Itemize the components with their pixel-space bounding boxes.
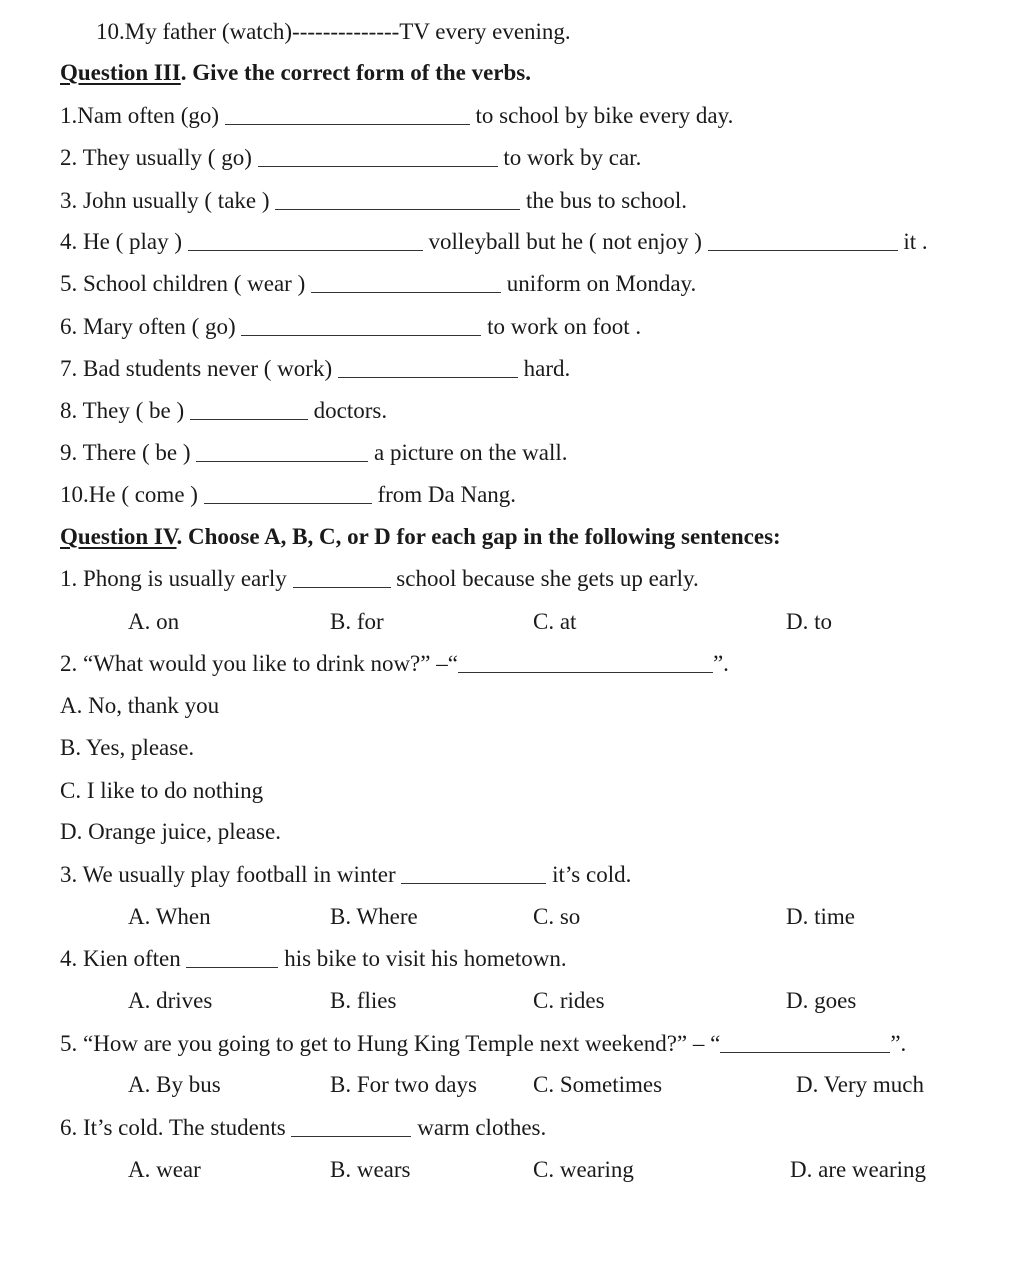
answer-blank[interactable] xyxy=(311,269,501,299)
item-text: to work on foot . xyxy=(481,314,642,339)
option-a[interactable]: A. When xyxy=(128,904,211,929)
answer-blank[interactable] xyxy=(196,438,368,468)
item-text: it’s cold. xyxy=(546,862,632,887)
item-text: it . xyxy=(897,229,928,254)
option-c[interactable]: C. I like to do nothing xyxy=(60,778,264,803)
q4-item-2 xyxy=(60,649,729,679)
option-d[interactable]: D. are wearing xyxy=(790,1157,927,1182)
item-text: 6. Mary often ( go) xyxy=(60,314,242,339)
item-text: 2. “What would you like to drink now?” –“ xyxy=(60,651,458,676)
item-text: doctors. xyxy=(307,398,388,423)
item-text: 1.Nam often (go) xyxy=(60,103,225,128)
q3-item-4 xyxy=(60,227,928,257)
item-text: 10.My father (watch)-------------- xyxy=(96,19,400,44)
option-b[interactable]: B. wears xyxy=(330,1157,411,1182)
item-text: 8. They ( be ) xyxy=(60,398,190,423)
answer-blank[interactable] xyxy=(401,860,546,890)
option-a[interactable]: A. on xyxy=(128,609,180,634)
option-d[interactable]: D. Orange juice, please. xyxy=(60,819,281,844)
item-text: to school by bike every day. xyxy=(469,103,734,128)
option-d[interactable]: D. time xyxy=(786,904,855,929)
item-text: the bus to school. xyxy=(520,188,688,213)
answer-blank[interactable] xyxy=(188,227,423,257)
answer-blank[interactable] xyxy=(186,944,278,974)
option-c[interactable]: C. so xyxy=(533,904,581,929)
item-text: TV every evening. xyxy=(399,19,571,44)
item-text: a picture on the wall. xyxy=(368,440,568,465)
item-text: 4. He ( play ) xyxy=(60,229,188,254)
item-text: 6. It’s cold. The students xyxy=(60,1115,292,1140)
option-c[interactable]: C. Sometimes xyxy=(533,1072,663,1097)
option-a[interactable]: A. By bus xyxy=(128,1072,221,1097)
q3-item-6 xyxy=(60,312,641,342)
item-text: hard. xyxy=(517,356,571,381)
option-a[interactable]: A. wear xyxy=(128,1157,201,1182)
option-b[interactable]: B. Yes, please. xyxy=(60,735,195,760)
answer-blank[interactable] xyxy=(275,186,520,216)
question-10-watch xyxy=(96,17,571,47)
section-heading-q3 xyxy=(60,58,531,88)
answer-blank[interactable] xyxy=(241,312,481,342)
heading-label: Question IV xyxy=(60,524,177,549)
answer-blank[interactable] xyxy=(458,649,713,679)
item-text: 5. “How are you going to get to Hung King Temple next weekend?” – “ xyxy=(60,1031,721,1056)
item-text: 9. There ( be ) xyxy=(60,440,197,465)
heading-label: Question III xyxy=(60,60,181,85)
answer-blank[interactable] xyxy=(293,564,391,594)
item-text: 4. Kien often xyxy=(60,946,187,971)
answer-blank[interactable] xyxy=(291,1113,411,1143)
item-text: 5. School children ( wear ) xyxy=(60,271,312,296)
option-b[interactable]: B. Where xyxy=(330,904,418,929)
q3-item-8 xyxy=(60,396,387,426)
q3-item-1 xyxy=(60,101,733,131)
option-d[interactable]: D. Very much xyxy=(796,1072,924,1097)
option-b[interactable]: B. for xyxy=(330,609,384,634)
item-text: ”. xyxy=(890,1031,907,1056)
heading-text: . Choose A, B, C, or D for each gap in the following sentences: xyxy=(176,524,781,549)
item-text: ”. xyxy=(712,651,729,676)
item-text: 7. Bad students never ( work) xyxy=(60,356,338,381)
option-b[interactable]: B. For two days xyxy=(330,1072,477,1097)
answer-blank[interactable] xyxy=(204,480,372,510)
option-b[interactable]: B. flies xyxy=(330,988,397,1013)
item-text: school because she gets up early. xyxy=(390,566,699,591)
item-text: 1. Phong is usually early xyxy=(60,566,293,591)
q3-item-7 xyxy=(60,354,570,384)
item-text: his bike to visit his hometown. xyxy=(278,946,567,971)
option-c[interactable]: C. rides xyxy=(533,988,605,1013)
section-heading-q4 xyxy=(60,522,781,552)
q3-item-10 xyxy=(60,480,516,510)
option-d[interactable]: D. goes xyxy=(786,988,857,1013)
q3-item-5 xyxy=(60,269,696,299)
option-c[interactable]: C. at xyxy=(533,609,577,634)
item-text: 3. We usually play football in winter xyxy=(60,862,402,887)
q4-item-6 xyxy=(60,1113,546,1143)
q3-item-9 xyxy=(60,438,568,468)
q4-item-1 xyxy=(60,564,699,594)
item-text: warm clothes. xyxy=(411,1115,547,1140)
q4-item-3 xyxy=(60,860,631,890)
q4-item-4 xyxy=(60,944,567,974)
answer-blank[interactable] xyxy=(190,396,308,426)
option-d[interactable]: D. to xyxy=(786,609,832,634)
q3-item-3 xyxy=(60,186,687,216)
option-a[interactable]: A. drives xyxy=(128,988,213,1013)
item-text: from Da Nang. xyxy=(371,482,517,507)
heading-text: . Give the correct form of the verbs. xyxy=(180,60,531,85)
item-text: to work by car. xyxy=(497,145,642,170)
answer-blank[interactable] xyxy=(258,143,498,173)
option-c[interactable]: C. wearing xyxy=(533,1157,634,1182)
answer-blank[interactable] xyxy=(708,227,898,257)
answer-blank[interactable] xyxy=(225,101,470,131)
q4-item-5 xyxy=(60,1029,906,1059)
item-text: 2. They usually ( go) xyxy=(60,145,258,170)
item-text: 3. John usually ( take ) xyxy=(60,188,276,213)
item-text: 10.He ( come ) xyxy=(60,482,204,507)
item-text: volleyball but he ( not enjoy ) xyxy=(422,229,708,254)
answer-blank[interactable] xyxy=(338,354,518,384)
option-a[interactable]: A. No, thank you xyxy=(60,693,220,718)
q3-item-2 xyxy=(60,143,641,173)
item-text: uniform on Monday. xyxy=(501,271,697,296)
answer-blank[interactable] xyxy=(720,1029,890,1059)
